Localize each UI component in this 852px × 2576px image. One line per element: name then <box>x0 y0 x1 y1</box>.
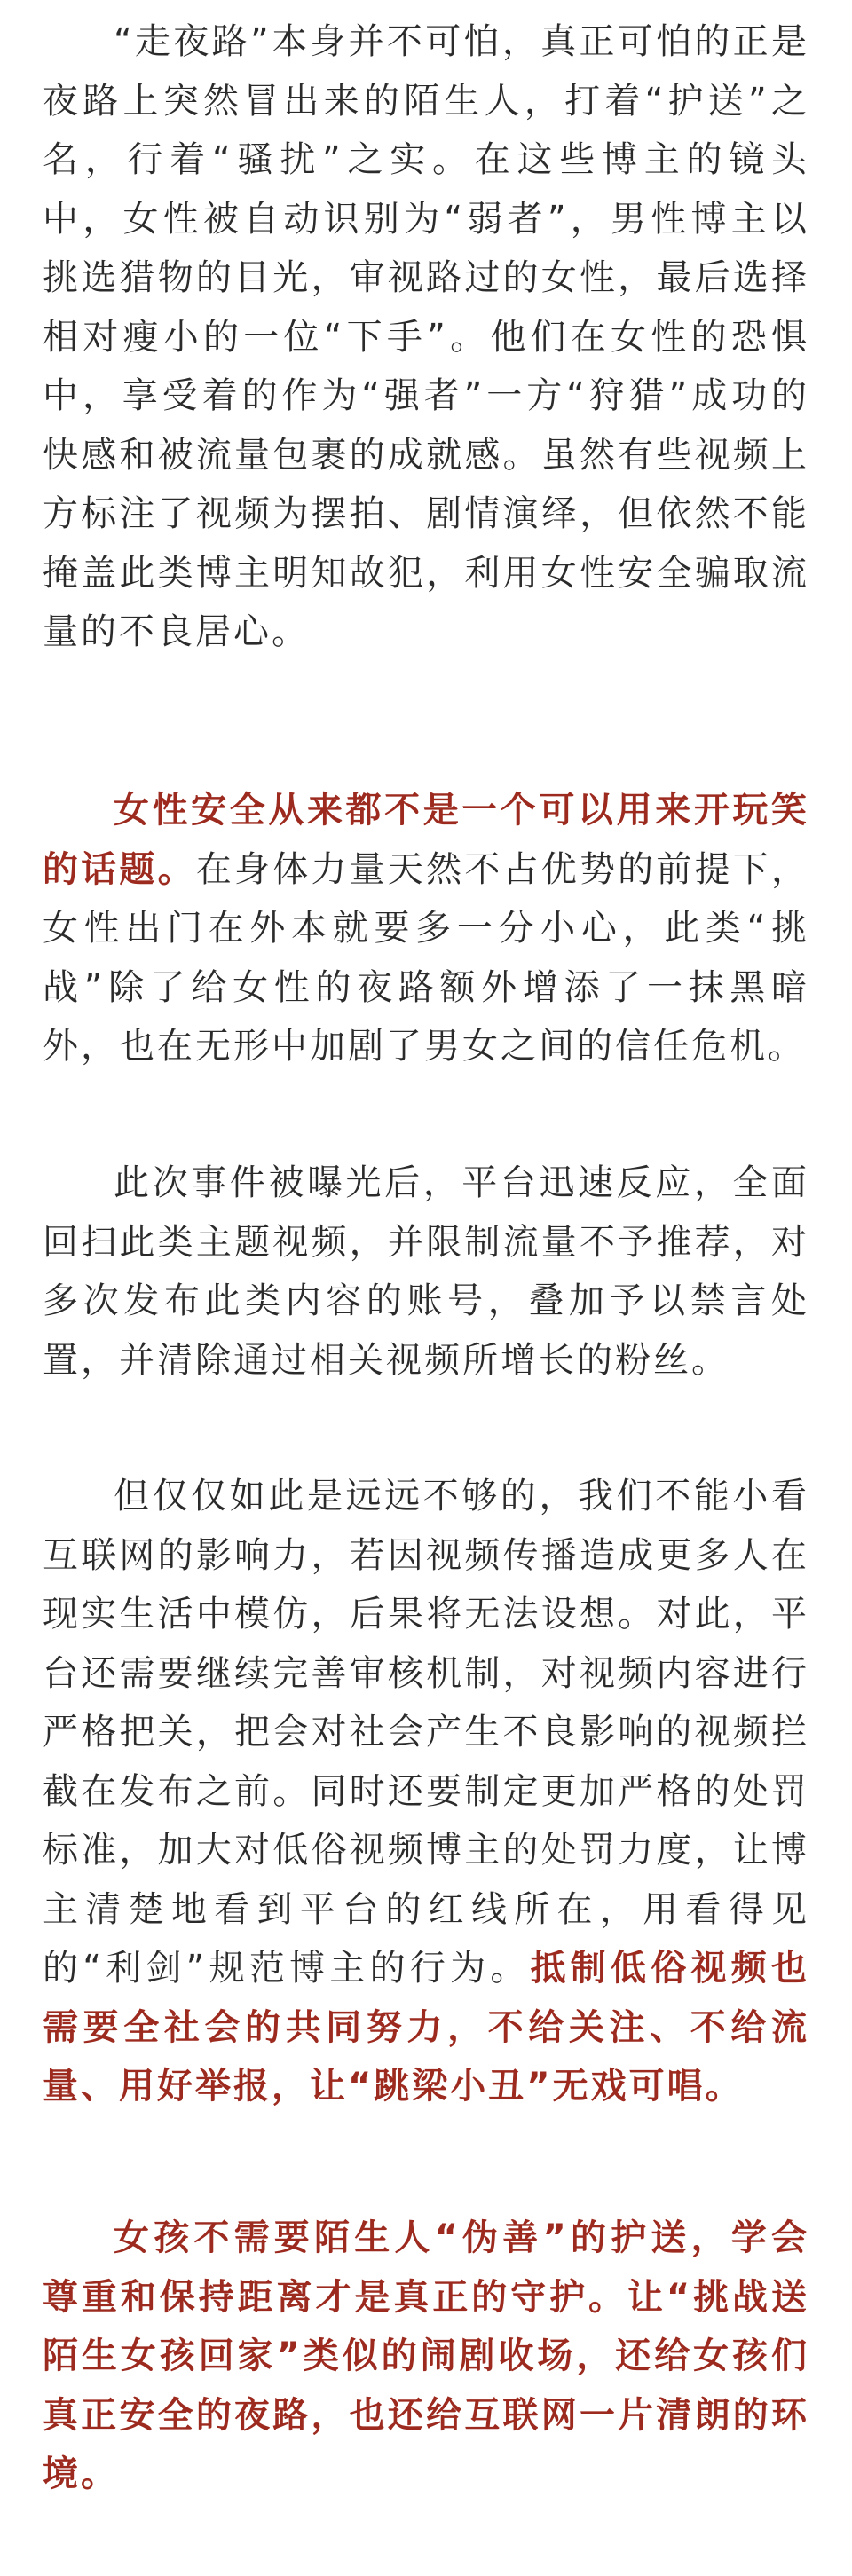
paragraph-women-safety <box>43 781 809 1076</box>
highlighted-text: 抵制低俗视频也需要全社会的共同努力，不给关注、不给流量、用好举报，让“跳梁小丑”无戏可唱。 <box>43 1948 809 2107</box>
paragraph-not-enough <box>43 1467 809 2116</box>
highlighted-text: 女性安全从来都不是一个可以用来开玩笑的话题。 <box>43 790 809 890</box>
paragraph-text: 但仅仅如此是远远不够的，我们不能小看互联网的影响力，若因视频传播造成更多人在现实生活中模仿，后果将无法设想。对此，平台还需要继续完善审核机制，对视频内容进行严格把关，把会对社会产生不良影响的视频拦截在发布之前。同时还要制定更加严格的处罚标准，加大对低俗视频博主的处罚力度，让博主清楚地看到平台的红线所在，用看得见的“利剑”规范博主的行为。 <box>43 1476 809 1989</box>
paragraph-conclusion <box>43 2209 809 2504</box>
paragraph-text: “走夜路”本身并不可怕，真正可怕的正是夜路上突然冒出来的陌生人，打着“护送”之名，行着“骚扰”之实。在这些博主的镜头中，女性被自动识别为“弱者”，男性博主以挑选猎物的目光，审视路过的女性，最后选择相对瘦小的一位“下手”。他们在女性的恐惧中，享受着的作为“强者”一方“狩猎”成功的快感和被流量包裹的成就感。虽然有些视频上方标注了视频为摆拍、剧情演绎，但依然不能掩盖此类博主明知故犯，利用女性安全骗取流量的不良居心。 <box>43 21 809 652</box>
paragraph-night-road <box>43 12 809 662</box>
paragraph-text: 此次事件被曝光后，平台迅速反应，全面回扫此类主题视频，并限制流量不予推荐，对多次发布此类内容的账号，叠加予以禁言处置，并清除通过相关视频所增长的粉丝。 <box>43 1162 809 1381</box>
paragraph-text: 在身体力量天然不占优势的前提下，女性出门在外本就要多一分小心，此类“挑战”除了给女性的夜路额外增添了一抹黑暗外，也在无形中加剧了男女之间的信任危机。 <box>43 848 810 1067</box>
paragraph-platform-response <box>43 1154 809 1390</box>
highlighted-text: 女孩不需要陌生人“伪善”的护送，学会尊重和保持距离才是真正的守护。让“挑战送陌生女孩回家”类似的闹剧收场，还给女孩们真正安全的夜路，也还给互联网一片清朗的环境。 <box>43 2218 809 2494</box>
